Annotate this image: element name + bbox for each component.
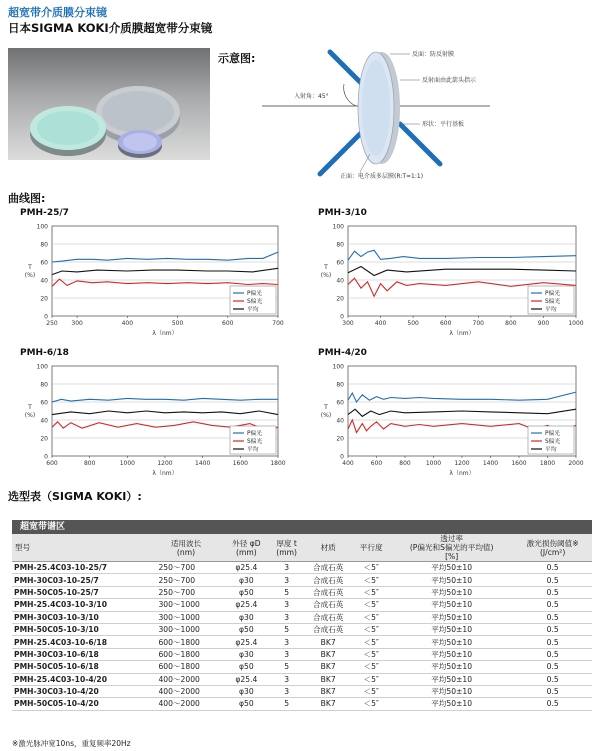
y-tick-label: 0	[44, 313, 48, 321]
x-tick-label: 1400	[482, 460, 499, 467]
table-cell: 3	[269, 673, 304, 685]
table-cell: 5	[269, 586, 304, 598]
table-header-cell: 材质	[304, 534, 352, 562]
table-cell: φ25.4	[224, 673, 270, 685]
x-tick-label: 700	[272, 320, 284, 327]
legend-entry: P偏光	[247, 431, 263, 438]
y-tick-label: 60	[336, 259, 344, 267]
x-axis-label: λ（nm）	[449, 470, 475, 477]
table-row	[12, 685, 592, 697]
legend-entry: 平均	[545, 307, 557, 314]
legend-entry: 平均	[247, 307, 259, 314]
y-tick-label: 40	[40, 417, 48, 425]
table-cell: PMH-25.4C03-10-4/20	[12, 673, 148, 685]
table-cell: PMH-25.4C03-10-3/10	[12, 599, 148, 611]
table-cell: 600～1800	[148, 636, 223, 648]
table-cell: 平均50±10	[390, 562, 513, 574]
table-header-cell: 外径 φD (mm)	[224, 534, 270, 562]
x-tick-label: 300	[71, 320, 83, 327]
table-cell: 5	[269, 698, 304, 710]
table-cell: 5	[269, 661, 304, 673]
table-header-cell: 激光损伤阈值※ (J/cm²)	[513, 534, 592, 562]
table-cell: BK7	[304, 685, 352, 697]
table-row	[12, 623, 592, 635]
y-tick-label: 0	[44, 453, 48, 461]
chart-pmh-6-18	[12, 360, 292, 482]
table-row	[12, 574, 592, 586]
legend-entry: S偏光	[545, 439, 561, 446]
y-tick-label: 40	[40, 277, 48, 285]
table-cell: 平均50±10	[390, 636, 513, 648]
table-header-cell: 适用波长 (nm)	[148, 534, 223, 562]
chart-title-4: PMH-4/20	[318, 348, 367, 358]
table-cell: ＜5″	[352, 611, 390, 623]
table-cell: 250～700	[148, 586, 223, 598]
product-photo	[8, 48, 210, 160]
legend-entry: S偏光	[247, 439, 263, 446]
table-cell: 250～700	[148, 574, 223, 586]
table-cell: 0.5	[513, 648, 592, 660]
legend-entry: 平均	[247, 447, 259, 454]
diagram-title: 示意图:	[218, 52, 256, 65]
table-cell: 合成石英	[304, 623, 352, 635]
x-tick-label: 400	[342, 460, 354, 467]
table-cell: PMH-50C05-10-4/20	[12, 698, 148, 710]
table-row	[12, 562, 592, 574]
x-tick-label: 1000	[568, 320, 584, 327]
y-tick-label: 60	[40, 259, 48, 267]
y-tick-label: 80	[336, 381, 344, 389]
x-tick-label: 1400	[195, 460, 211, 467]
table-cell: 平均50±10	[390, 574, 513, 586]
table-cell: φ50	[224, 698, 270, 710]
x-tick-label: 400	[121, 320, 134, 327]
x-tick-label: 400	[374, 320, 387, 327]
table-cell: 合成石英	[304, 562, 352, 574]
table-cell: ＜5″	[352, 673, 390, 685]
selection-title: 选型表（SIGMA KOKI）:	[8, 490, 142, 503]
x-axis-label: λ（nm）	[152, 330, 178, 337]
diagram-label-shape: 形状：平行基板	[422, 121, 465, 128]
table-cell: 300～1000	[148, 599, 223, 611]
table-cell: 250～700	[148, 562, 223, 574]
table-cell: 平均50±10	[390, 648, 513, 660]
table-cell: φ50	[224, 661, 270, 673]
table-cell: 3	[269, 611, 304, 623]
legend-entry: P偏光	[545, 291, 561, 298]
page-title: 日本SIGMA KOKI介质膜超宽带分束镜	[8, 21, 213, 35]
table-cell: PMH-50C05-10-25/7	[12, 586, 148, 598]
table-header-cell: 平行度	[352, 534, 390, 562]
table-cell: φ50	[224, 623, 270, 635]
table-cell: 600～1800	[148, 661, 223, 673]
diagram-label-front: 正面：电介质多层膜(R:T=1:1)	[340, 173, 424, 180]
y-tick-label: 20	[40, 435, 48, 443]
table-cell: 平均50±10	[390, 661, 513, 673]
legend-entry: P偏光	[545, 431, 561, 438]
table-cell: 合成石英	[304, 611, 352, 623]
table-cell: BK7	[304, 636, 352, 648]
x-tick-label: 700	[472, 320, 485, 327]
x-tick-label: 800	[83, 460, 96, 467]
table-body	[12, 562, 592, 711]
table-cell: φ30	[224, 611, 270, 623]
y-axis-label: T (%)	[320, 264, 332, 279]
table-cell: 3	[269, 648, 304, 660]
chart-title-1: PMH-25/7	[20, 208, 69, 218]
x-tick-label: 500	[407, 320, 419, 327]
table-cell: φ50	[224, 586, 270, 598]
table-cell: 300～1000	[148, 623, 223, 635]
table-cell: 合成石英	[304, 599, 352, 611]
section-title: 超宽带介质膜分束镜	[8, 6, 107, 19]
table-cell: 3	[269, 574, 304, 586]
table-cell: 3	[269, 636, 304, 648]
table-cell: 400～2000	[148, 673, 223, 685]
table-row	[12, 611, 592, 623]
x-tick-label: 1800	[270, 460, 286, 467]
table-cell: ＜5″	[352, 648, 390, 660]
curves-title: 曲线图:	[8, 192, 46, 205]
y-tick-label: 0	[340, 453, 344, 461]
table-cell: 平均50±10	[390, 623, 513, 635]
table-cell: 0.5	[513, 661, 592, 673]
table-cell: 3	[269, 562, 304, 574]
table-cell: φ30	[224, 574, 270, 586]
beam-splitter-diagram	[260, 44, 600, 184]
x-tick-label: 800	[399, 460, 411, 467]
table-cell: BK7	[304, 698, 352, 710]
table-cell: φ25.4	[224, 562, 270, 574]
y-tick-label: 0	[340, 313, 344, 321]
table-cell: 5	[269, 623, 304, 635]
table-cell: PMH-25.4C03-10-6/18	[12, 636, 148, 648]
table-row	[12, 673, 592, 685]
x-tick-label: 250	[46, 320, 58, 327]
table-cell: 3	[269, 685, 304, 697]
table-cell: 平均50±10	[390, 586, 513, 598]
table-cell: 300～1000	[148, 611, 223, 623]
table-cell: φ30	[224, 648, 270, 660]
table-cell: 0.5	[513, 562, 592, 574]
table-cell: ＜5″	[352, 586, 390, 598]
y-tick-label: 20	[336, 295, 344, 303]
x-tick-label: 1600	[232, 460, 248, 467]
table-cell: 3	[269, 599, 304, 611]
y-tick-label: 20	[40, 295, 48, 303]
y-tick-label: 80	[336, 241, 344, 249]
y-tick-label: 100	[36, 223, 48, 231]
selection-table	[12, 520, 592, 711]
table-cell: 0.5	[513, 623, 592, 635]
chart-title-3: PMH-6/18	[20, 348, 69, 358]
table-row	[12, 599, 592, 611]
y-tick-label: 80	[40, 381, 48, 389]
table-cell: ＜5″	[352, 636, 390, 648]
table-cell: 平均50±10	[390, 599, 513, 611]
table-cell: PMH-30C03-10-4/20	[12, 685, 148, 697]
x-tick-label: 600	[439, 320, 452, 327]
y-tick-label: 100	[332, 223, 344, 231]
x-tick-label: 800	[505, 320, 517, 327]
table-row	[12, 648, 592, 660]
y-axis-label: T (%)	[24, 404, 36, 419]
table-cell: ＜5″	[352, 574, 390, 586]
table-cell: φ25.4	[224, 599, 270, 611]
x-tick-label: 1000	[425, 460, 442, 467]
x-tick-label: 300	[342, 320, 354, 327]
table-cell: 0.5	[513, 698, 592, 710]
x-tick-label: 600	[46, 460, 58, 467]
table-cell: ＜5″	[352, 685, 390, 697]
legend-entry: P偏光	[247, 291, 263, 298]
footnote: ※激光脉冲宽10ns，重复频率20Hz	[12, 739, 131, 748]
y-tick-label: 60	[40, 399, 48, 407]
y-tick-label: 40	[336, 277, 344, 285]
chart-pmh-3-10	[308, 220, 590, 342]
table-cell: φ25.4	[224, 636, 270, 648]
table-bar: 超宽带谱区	[12, 520, 592, 534]
table-cell: 平均50±10	[390, 611, 513, 623]
x-tick-label: 600	[222, 320, 234, 327]
table-cell: 0.5	[513, 685, 592, 697]
table-cell: 0.5	[513, 611, 592, 623]
table-cell: BK7	[304, 661, 352, 673]
table-row	[12, 636, 592, 648]
table-cell: φ30	[224, 685, 270, 697]
chart-pmh-4-20	[308, 360, 590, 482]
legend-entry: S偏光	[247, 299, 263, 306]
table-cell: 400～2000	[148, 685, 223, 697]
table-cell: 平均50±10	[390, 673, 513, 685]
table-row	[12, 698, 592, 710]
y-tick-label: 60	[336, 399, 344, 407]
x-tick-label: 1000	[119, 460, 135, 467]
table-row	[12, 661, 592, 673]
table-cell: ＜5″	[352, 562, 390, 574]
y-tick-label: 20	[336, 435, 344, 443]
x-tick-label: 500	[171, 320, 184, 327]
table-row	[12, 586, 592, 598]
y-tick-label: 100	[36, 363, 48, 371]
y-axis-label: T (%)	[320, 404, 332, 419]
table-cell: 平均50±10	[390, 698, 513, 710]
table-cell: PMH-30C03-10-3/10	[12, 611, 148, 623]
table-cell: PMH-30C03-10-6/18	[12, 648, 148, 660]
chart-title-2: PMH-3/10	[318, 208, 367, 218]
x-tick-label: 2000	[568, 460, 584, 467]
table-cell: BK7	[304, 673, 352, 685]
y-tick-label: 40	[336, 417, 344, 425]
x-axis-label: λ（nm）	[152, 470, 178, 477]
table-cell: 合成石英	[304, 586, 352, 598]
x-tick-label: 900	[537, 320, 550, 327]
x-axis-label: λ（nm）	[449, 330, 475, 337]
table-cell: ＜5″	[352, 661, 390, 673]
table-header-cell: 厚度 t (mm)	[269, 534, 304, 562]
table-cell: 合成石英	[304, 574, 352, 586]
table-cell: 0.5	[513, 586, 592, 598]
x-tick-label: 1800	[539, 460, 556, 467]
table-header-cell: 透过率 (P偏光和S偏光的平均值) [%]	[390, 534, 513, 562]
table-cell: ＜5″	[352, 599, 390, 611]
y-tick-label: 100	[332, 363, 344, 371]
table-header-row	[12, 534, 592, 562]
x-tick-label: 600	[370, 460, 383, 467]
diagram-label-back: 反面：防反射膜	[412, 51, 455, 58]
y-axis-label: T (%)	[24, 264, 36, 279]
table-cell: 400～2000	[148, 698, 223, 710]
table-cell: PMH-30C03-10-25/7	[12, 574, 148, 586]
table-cell: PMH-50C05-10-3/10	[12, 623, 148, 635]
table-cell: 600～1800	[148, 648, 223, 660]
table-cell: 0.5	[513, 599, 592, 611]
table-cell: PMH-25.4C03-10-25/7	[12, 562, 148, 574]
table-cell: 0.5	[513, 673, 592, 685]
x-tick-label: 1200	[157, 460, 173, 467]
table-cell: ＜5″	[352, 623, 390, 635]
diagram-label-direction: 反射面由此箭头指示	[422, 77, 477, 84]
table-cell: ＜5″	[352, 698, 390, 710]
chart-pmh-25-7	[12, 220, 292, 342]
diagram-label-angle: 入射角：45°	[294, 93, 329, 100]
table-cell: 平均50±10	[390, 685, 513, 697]
table-cell: 0.5	[513, 574, 592, 586]
x-tick-label: 1200	[454, 460, 470, 467]
table-cell: 0.5	[513, 636, 592, 648]
legend-entry: 平均	[545, 447, 557, 454]
table-header-cell: 型号	[12, 534, 148, 562]
table-cell: PMH-50C05-10-6/18	[12, 661, 148, 673]
table-cell: BK7	[304, 648, 352, 660]
x-tick-label: 1600	[511, 460, 527, 467]
legend-entry: S偏光	[545, 299, 561, 306]
y-tick-label: 80	[40, 241, 48, 249]
